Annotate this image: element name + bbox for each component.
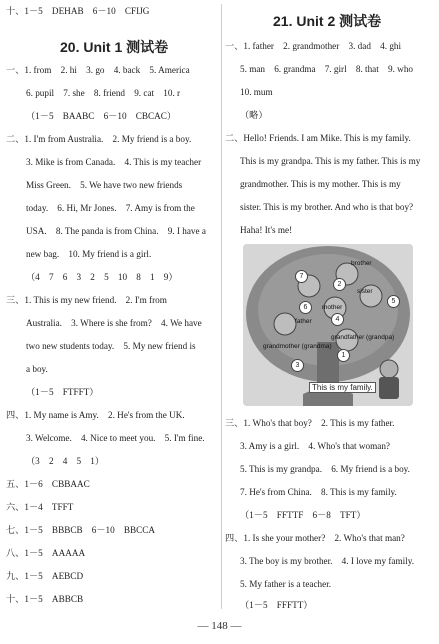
answer-line: 3. Amy is a girl. 4. Who's that woman? — [240, 441, 391, 451]
answer-line: 四、1. My name is Amy. 2. He's from the UK. — [6, 410, 185, 420]
answer-line: （1－5 FTFFT） — [26, 387, 99, 397]
family-sign: This is my family. — [309, 382, 376, 393]
answer-line: 二、Hello! Friends. I am Mike. This is my family. — [225, 133, 411, 143]
answer-line: （3 2 4 5 1） — [26, 456, 105, 466]
answer-line: USA. 8. The panda is from China. 9. I have a — [26, 226, 206, 236]
column-divider — [221, 4, 222, 609]
number-marker: 4 — [331, 313, 344, 326]
answer-line: 一、1. from 2. hi 3. go 4. back 5. America — [6, 65, 190, 75]
page-number: — 148 — — [197, 620, 242, 632]
answer-line: 九、1－5 AEBCD — [6, 571, 84, 581]
label-grandfather: grandfather (grandpa) — [331, 334, 395, 341]
number-marker: 5 — [387, 295, 400, 308]
answer-line: 二、1. I'm from Australia. 2. My friend is a boy. — [6, 134, 192, 144]
label-brother: brother — [351, 260, 372, 267]
answer-line: 5. My father is a teacher. — [240, 579, 332, 589]
answer-line: （4 7 6 3 2 5 10 8 1 9） — [26, 272, 178, 282]
answer-line: 十、1－5 ABBCB — [6, 594, 84, 604]
answer-line: 3. Mike is from Canada. 4. This is my teacher — [26, 157, 202, 167]
answer-line: 一、1. father 2. grandmother 3. dad 4. ghi — [225, 41, 402, 51]
answer-line: 6. pupil 7. she 8. friend 9. cat 10. r — [26, 88, 181, 98]
label-mother: mother — [322, 304, 343, 311]
answer-line: Australia. 3. Where is she from? 4. We have — [26, 318, 202, 328]
answer-line: （1－5 FFFTT） — [240, 600, 313, 610]
answer-line: 10. mum — [240, 87, 273, 97]
answer-line: 八、1－5 AAAAA — [6, 548, 86, 558]
label-grandmother: grandmother (grandma) — [263, 343, 332, 350]
answer-line: 3. The boy is my brother. 4. I love my family. — [240, 556, 415, 566]
answer-line: a boy. — [26, 364, 48, 374]
answer-line: two new students today. 5. My new friend is — [26, 341, 196, 351]
answer-line: 5. man 6. grandma 7. girl 8. that 9. who — [240, 64, 414, 74]
number-marker: 2 — [333, 278, 346, 291]
answer-line: This is my grandpa. This is my father. This is my — [240, 156, 421, 166]
number-marker: 7 — [295, 270, 308, 283]
number-marker: 1 — [337, 349, 350, 362]
answer-line: 3. Welcome. 4. Nice to meet you. 5. I'm fine. — [26, 433, 205, 443]
answer-line: grandmother. This is my mother. This is my — [240, 179, 401, 189]
label-father: father — [295, 318, 312, 325]
family-tree-illustration — [243, 244, 413, 406]
label-sister: sister — [357, 288, 373, 295]
answer-line: 三、1. This is my new friend. 2. I'm from — [6, 295, 167, 305]
answer-line: Miss Green. 5. We have two new friends — [26, 180, 183, 190]
answer-line: sister. This is my brother. And who is that boy? — [240, 202, 414, 212]
answer-line: （1－5 FFTTF 6－8 TFT） — [240, 510, 366, 520]
answer-line: 5. This is my grandpa. 6. My friend is a boy. — [240, 464, 410, 474]
number-marker: 3 — [291, 359, 304, 372]
answer-line: （1－5 BAABC 6－10 CBCAC） — [26, 111, 177, 121]
answer-line: 六、1－4 TFFT — [6, 502, 74, 512]
answer-line: 三、1. Who's that boy? 2. This is my father. — [225, 418, 395, 428]
answer-line: 五、1－6 CBBAAC — [6, 479, 90, 489]
answer-line: 四、1. Is she your mother? 2. Who's that man? — [225, 533, 405, 543]
answer-line: 七、1－5 BBBCB 6－10 BBCCA — [6, 525, 156, 535]
answer-line: （略） — [240, 110, 268, 120]
unit1-title: 20. Unit 1 测试卷 — [60, 39, 169, 55]
unit2-title: 21. Unit 2 测试卷 — [273, 13, 382, 29]
answer-line: today. 6. Hi, Mr Jones. 7. Amy is from the — [26, 203, 195, 213]
answer-line: 7. He's from China. 8. This is my family. — [240, 487, 397, 497]
answer-line: Haha! It's me! — [240, 225, 293, 235]
answer-line: new bag. 10. My friend is a girl. — [26, 249, 152, 259]
answer-line: 十、1－5 DEHAB 6－10 CFIJG — [6, 6, 150, 16]
number-marker: 6 — [299, 301, 312, 314]
